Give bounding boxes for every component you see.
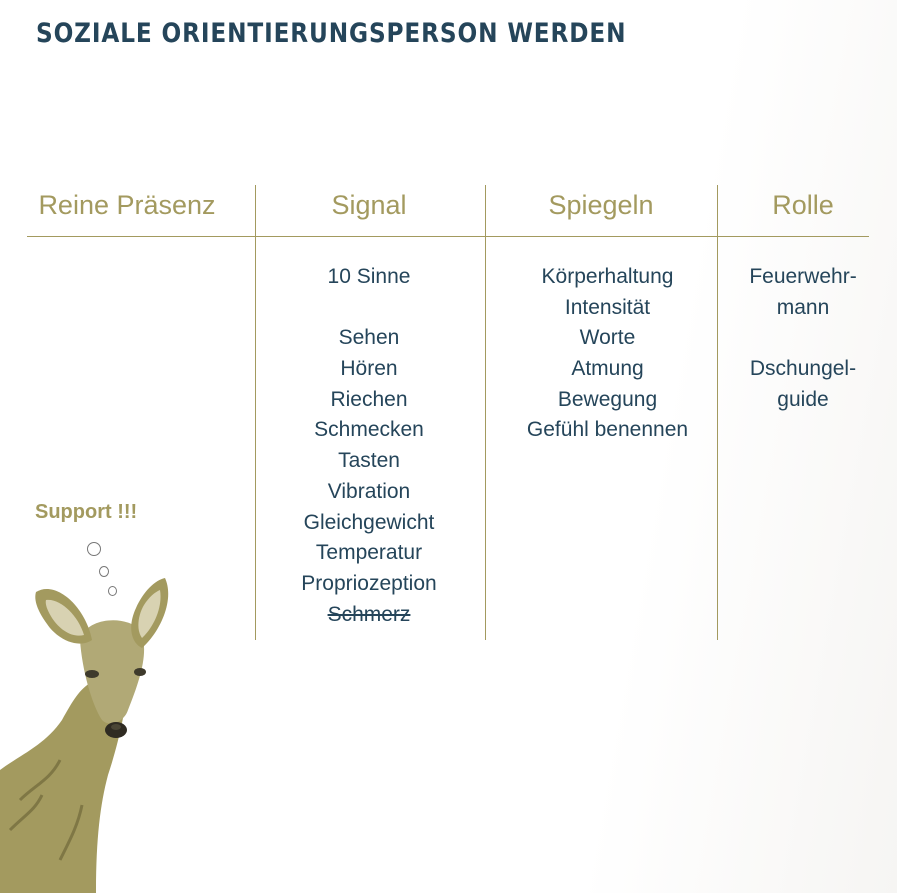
header-divider	[27, 236, 869, 237]
support-label: Support !!!	[35, 501, 138, 523]
list-item: Atmung	[571, 357, 644, 381]
rolle-list	[718, 262, 888, 415]
list-item: Riechen	[330, 387, 408, 411]
list-item: Hören	[340, 357, 398, 381]
page-title: SOZIALE ORIENTIERUNGSPERSON WERDEN	[36, 18, 627, 49]
list-spacer	[718, 323, 888, 354]
list-item: Intensität	[564, 295, 651, 319]
heading-signal: Signal	[331, 190, 407, 220]
list-item: Worte	[579, 326, 636, 350]
list-item: Gleichgewicht	[303, 510, 435, 534]
heading-spiegeln: Spiegeln	[548, 190, 654, 220]
deer-illustration	[0, 570, 200, 893]
list-item: 10 Sinne	[327, 265, 411, 288]
list-item: Tasten	[338, 449, 400, 473]
list-item: Sehen	[338, 326, 400, 350]
list-item: Dschungel-	[749, 357, 857, 381]
list-item: Gefühl benennen	[526, 418, 689, 442]
heading-reine-praesenz: Reine Präsenz	[38, 190, 216, 220]
spiegeln-list	[485, 262, 730, 446]
list-item: Körperhaltung	[541, 265, 674, 288]
list-item: Feuerwehr-	[749, 265, 857, 288]
list-item: guide	[777, 387, 829, 411]
list-item-struck: Schmerz	[327, 602, 411, 626]
heading-rolle: Rolle	[772, 190, 834, 220]
list-item: Propriozeption	[301, 571, 437, 595]
list-item: Bewegung	[557, 387, 658, 411]
list-item: Temperatur	[315, 541, 423, 565]
list-item: Vibration	[327, 479, 411, 503]
list-spacer	[255, 293, 483, 324]
list-item: mann	[776, 295, 830, 319]
signal-list	[255, 262, 483, 630]
list-item: Schmecken	[314, 418, 424, 442]
